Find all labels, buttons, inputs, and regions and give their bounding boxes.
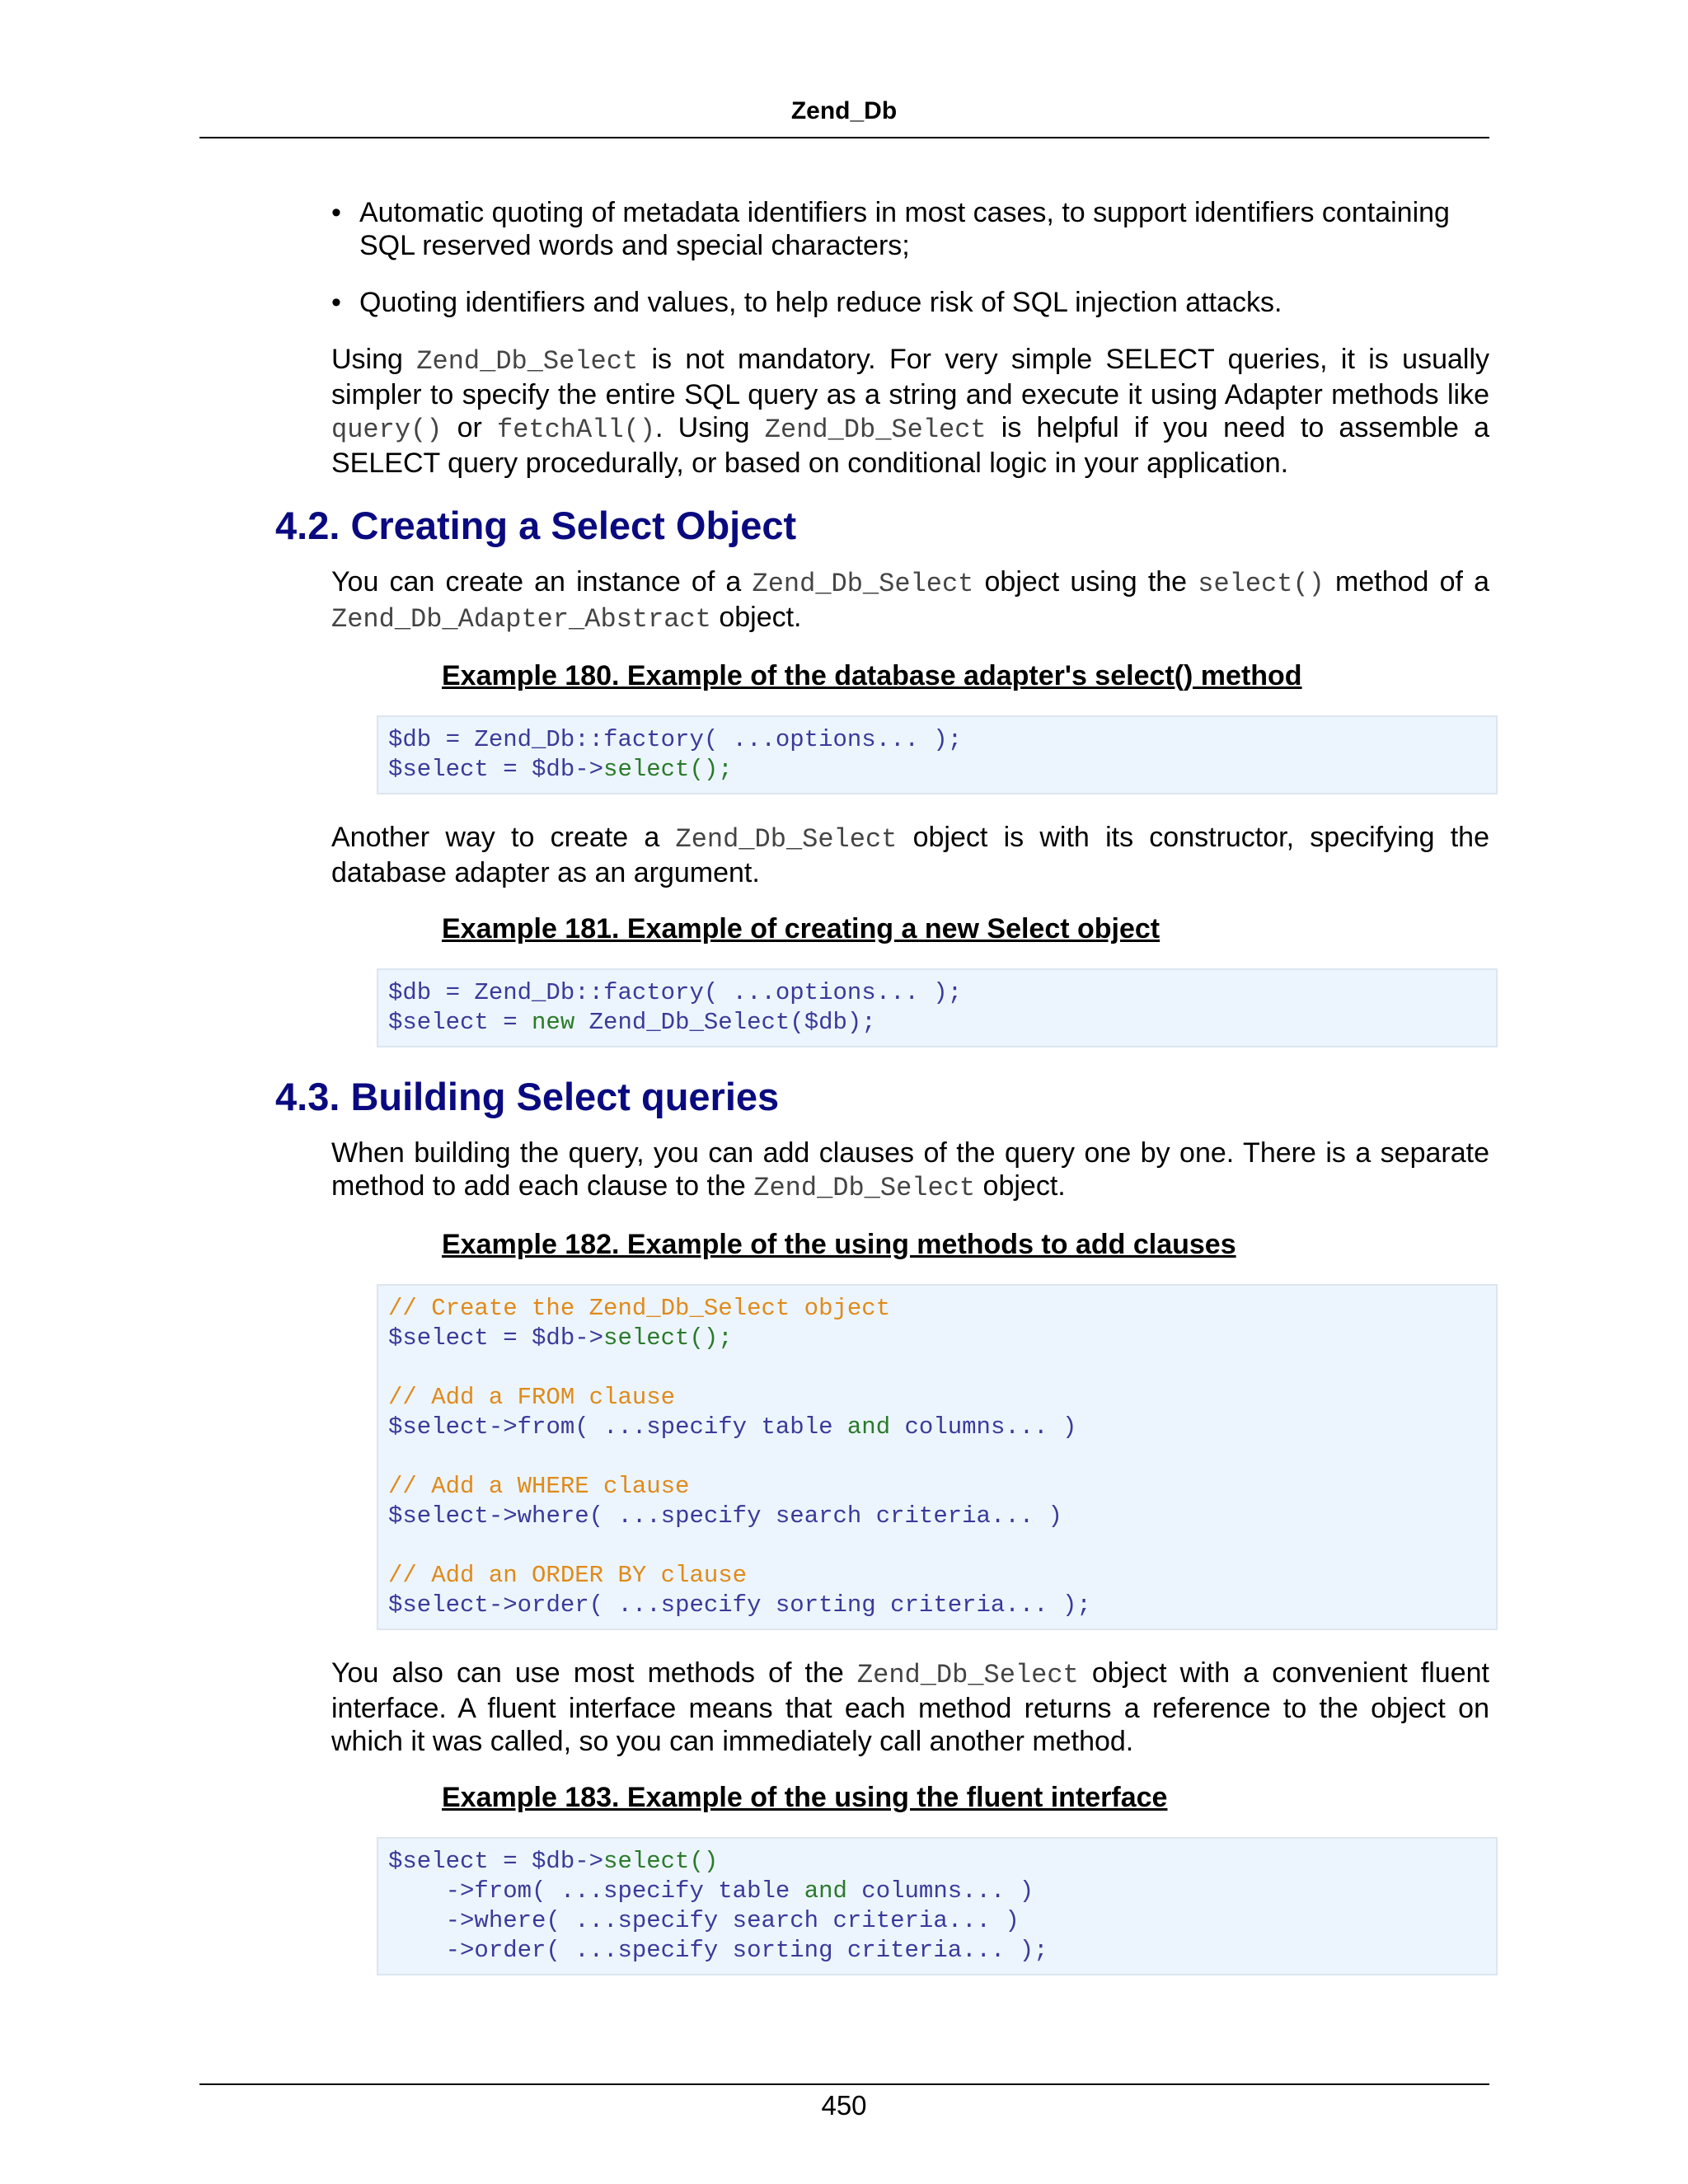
section-heading-4-3: 4.3. Building Select queries (275, 1075, 780, 1118)
example-180-title: Example 180. Example of the database adapter's select() method (442, 660, 1302, 691)
page-number: 450 (821, 2090, 867, 2121)
page-body (275, 196, 1490, 2002)
header-rule (199, 137, 1489, 138)
intro-paragraph: Using Zend_Db_Select is not mandatory. For very simple SELECT queries, it is usually simpler to specify the entire SQL query as a string and execute it using Adapter methods like query() or fetchAll(). Using Zend_Db_Select is helpful if you need to assemble a SELECT query procedurally, or based on conditional logic in your application. (331, 344, 1490, 479)
example-182-code: // Create the Zend_Db_Select object $select = $db->select(); // Add a FROM clause $select->from( ...specify table and columns... ) // Add a WHERE clause $select->where( ...specify search criteria... ) // Add an ORDER BY clause $select->order( ...specify sorting criteria... ); (377, 1284, 1498, 1630)
running-header: Zend_Db (790, 97, 898, 124)
list-item: • Automatic quoting of metadata identifiers in most cases, to support identifiers containing SQL reserved words and special characters; (331, 197, 1450, 261)
list-item: • Quoting identifiers and values, to help reduce risk of SQL injection attacks. (331, 287, 1282, 318)
section-heading-4-2: 4.2. Creating a Select Object (275, 504, 797, 547)
section-4-2-paragraph-2: Another way to create a Zend_Db_Select object is with its constructor, specifying the database adapter as an argument. (331, 822, 1489, 888)
example-183-title: Example 183. Example of the using the fluent interface (442, 1782, 1168, 1813)
example-180-code: $db = Zend_Db::factory( ...options... ); $select = $db->select(); (377, 715, 1498, 794)
example-182-title: Example 182. Example of the using methods to add clauses (442, 1229, 1236, 1260)
section-4-3-paragraph-1: When building the query, you can add clauses of the query one by one. There is a separate method to add each clause to the Zend_Db_Select object. (331, 1137, 1489, 1203)
example-181-title: Example 181. Example of creating a new Select object (442, 913, 1160, 944)
section-4-2-paragraph-1: You can create an instance of a Zend_Db_Select object using the select() method of a Zend_Db_Adapter_Abstract object. (331, 566, 1489, 635)
footer-rule (199, 2083, 1489, 2085)
example-181-code: $db = Zend_Db::factory( ...options... ); $select = new Zend_Db_Select($db); (377, 968, 1498, 1047)
feature-list (331, 196, 1489, 319)
example-183-code: $select = $db->select() ->from( ...specify table and columns... ) ->where( ...specify search criteria... ) ->order( ...specify sorting criteria... ); (377, 1837, 1498, 1975)
section-4-3-paragraph-2: You also can use most methods of the Zend_Db_Select object with a convenient fluent interface. A fluent interface means that each method returns a reference to the object on which it was called, so you can immediately call another method. (331, 1657, 1489, 1757)
